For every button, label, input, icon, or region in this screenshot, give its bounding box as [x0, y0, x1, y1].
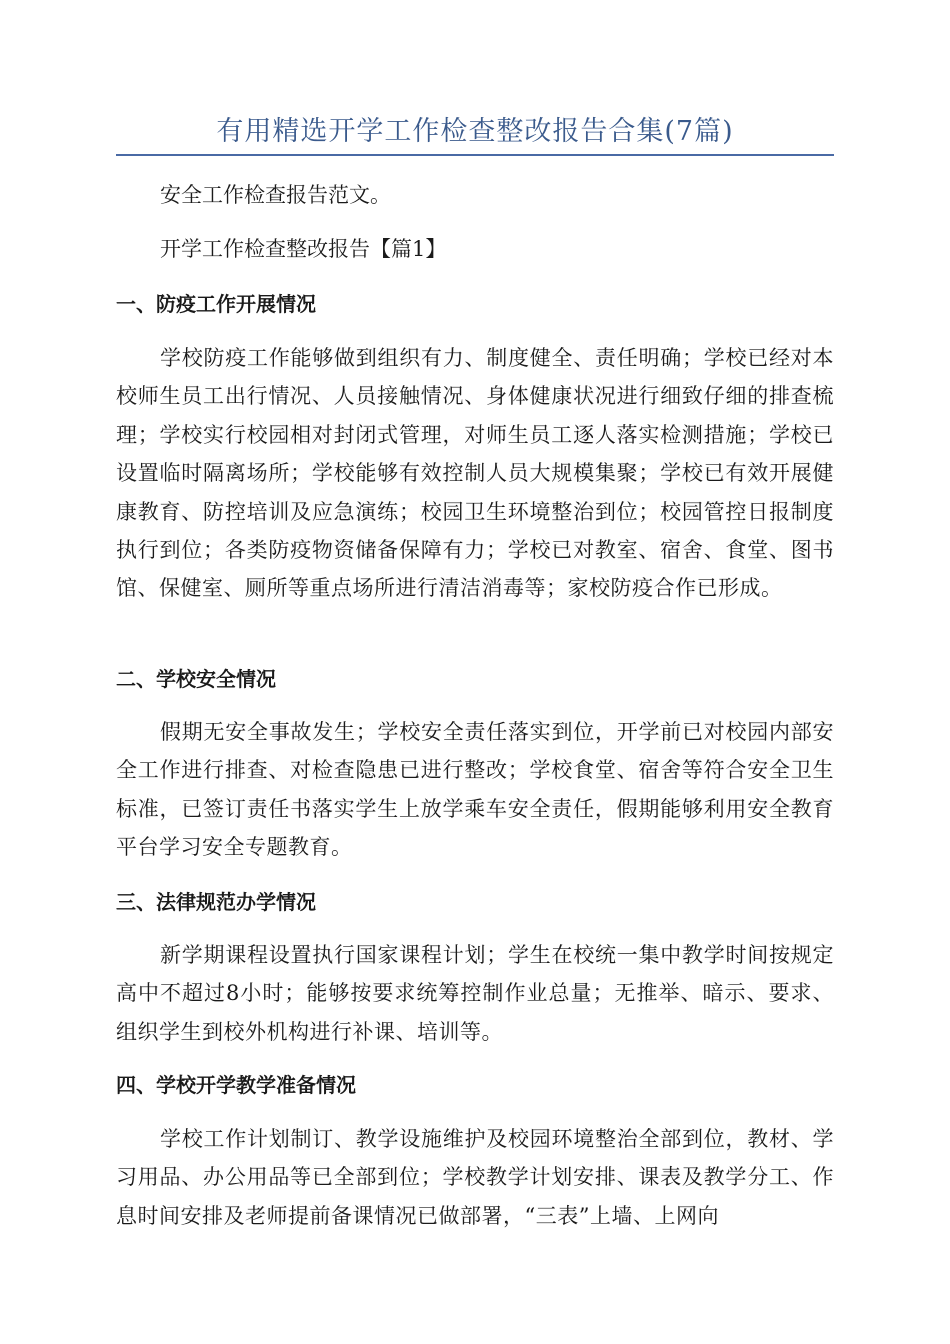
section-body: 新学期课程设置执行国家课程计划；学生在校统一集中教学时间按规定高中不超过8小时；能够按要求统筹控制作业总量；无推举、暗示、要求、组织学生到校外机构进行补课、培训等。 [116, 943, 834, 1044]
section-heading: 二、学校安全情况 [116, 667, 276, 691]
document-title: 有用精选开学工作检查整改报告合集(7篇) [216, 116, 734, 147]
section-body: 学校防疫工作能够做到组织有力、制度健全、责任明确；学校已经对本校师生员工出行情况、人员接触情况、身体健康状况进行细致仔细的排查梳理；学校实行校园相对封闭式管理，对师生员工逐人落实检测措施；学校已设置临时隔离场所；学校能够有效控制人员大规模集聚；学校已有效开展健康教育、防控培训及应急演练；校园卫生环境整治到位；校园管控日报制度执行到位；各类防疫物资储备保障有力；学校已对教室、宿舍、食堂、图书馆、保健室、厕所等重点场所进行清洁消毒等；家校防疫合作已形成。 [116, 346, 834, 601]
section-heading: 四、学校开学教学准备情况 [116, 1073, 356, 1097]
section-heading: 三、法律规范办学情况 [116, 890, 316, 914]
intro-line: 安全工作检查报告范文。 [160, 183, 391, 207]
section-body: 假期无安全事故发生；学校安全责任落实到位，开学前已对校园内部安全工作进行排查、对检查隐患已进行整改；学校食堂、宿舍等符合安全卫生标准，已签订责任书落实学生上放学乘车安全责任，假期能够利用安全教育平台学习安全专题教育。 [116, 720, 834, 860]
title-underline [116, 154, 834, 156]
section-body: 学校工作计划制订、教学设施维护及校园环境整治全部到位，教材、学习用品、办公用品等已全部到位；学校教学计划安排、课表及教学分工、作息时间安排及老师提前备课情况已做部署，“三表”上墙、上网向 [116, 1127, 834, 1228]
subtitle-line: 开学工作检查整改报告【篇1】 [160, 237, 447, 261]
section-heading: 一、防疫工作开展情况 [116, 292, 316, 316]
